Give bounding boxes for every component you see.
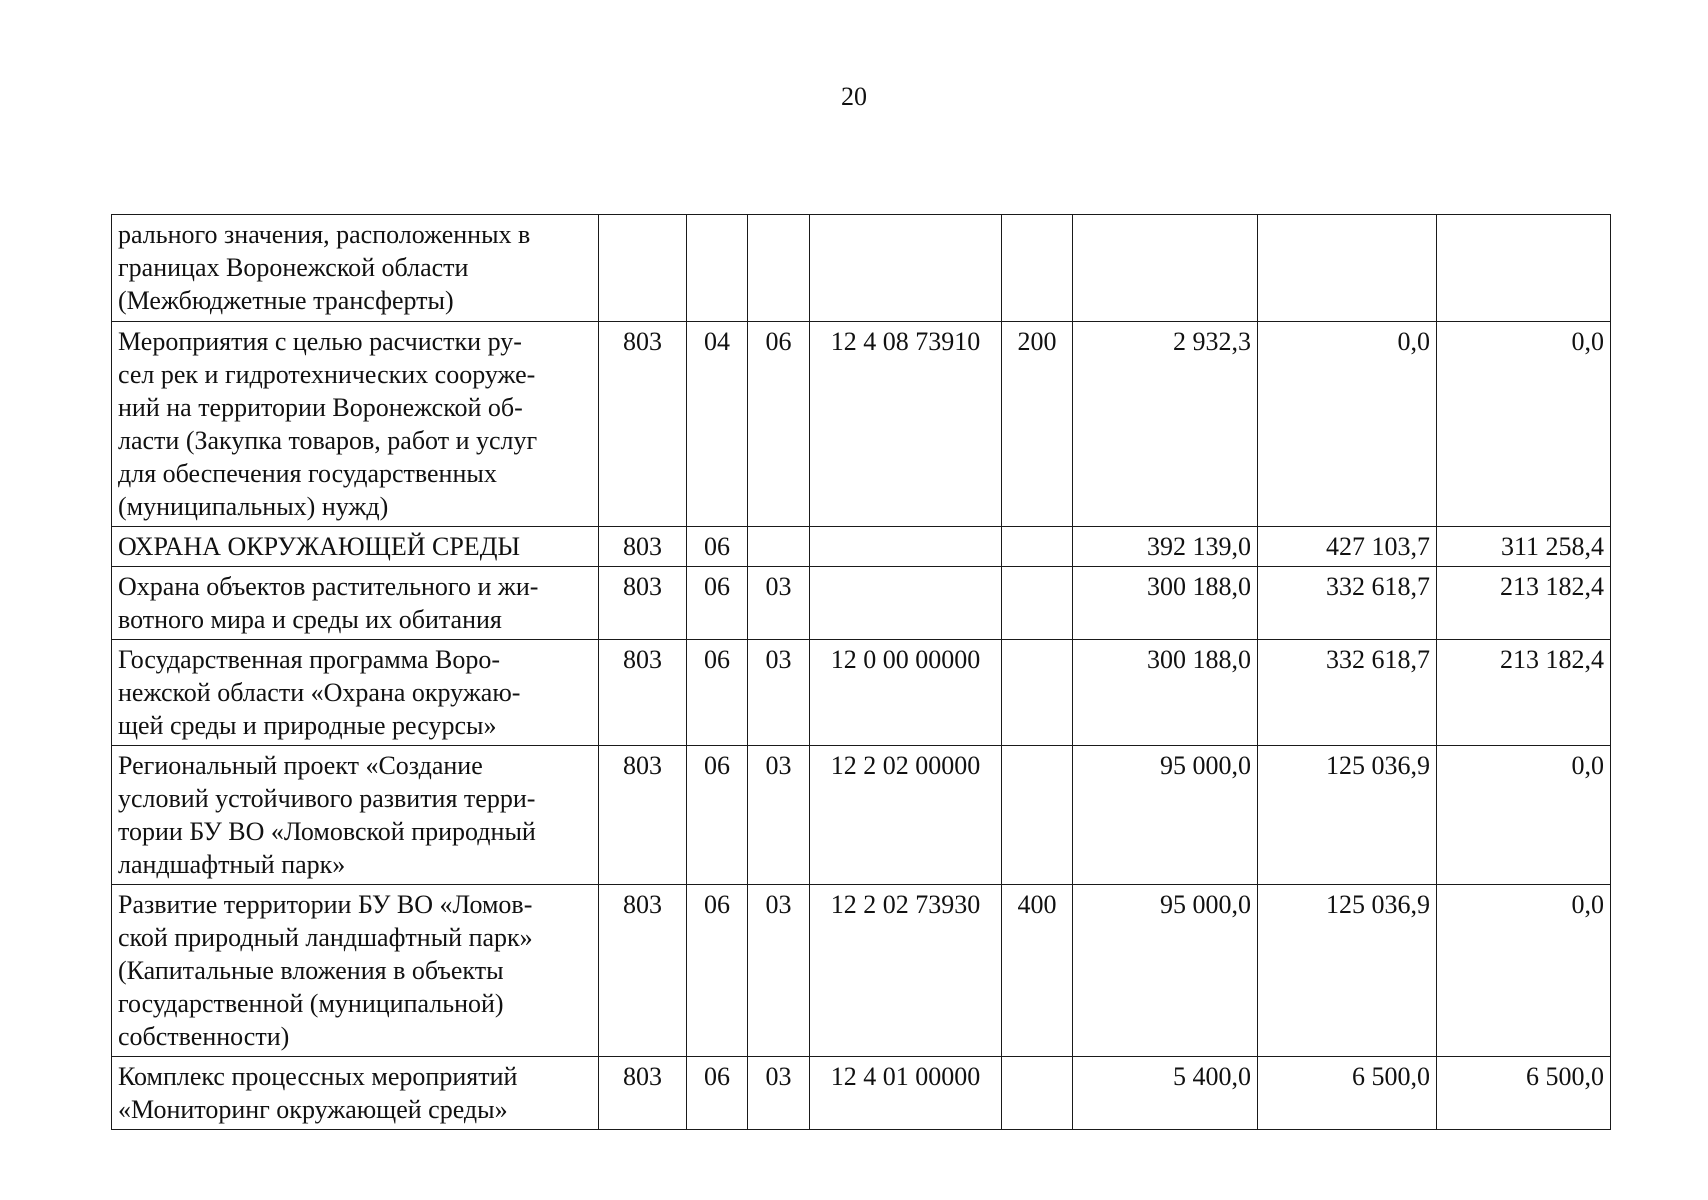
name-line: ласти (Закупка товаров, работ и услуг xyxy=(118,426,538,455)
name-line: Комплекс процессных мероприятий xyxy=(118,1062,518,1091)
cell-section: 06 xyxy=(687,567,748,640)
cell-amount-year2: 125 036,9 xyxy=(1258,885,1437,1057)
table-row xyxy=(112,640,1611,746)
cell-subsection: 03 xyxy=(748,567,810,640)
cell-expense-type xyxy=(1002,640,1073,746)
cell-target-article: 12 2 02 00000 xyxy=(810,746,1002,885)
cell-expense-type: 200 xyxy=(1002,322,1073,527)
cell-subsection: 03 xyxy=(748,1057,810,1130)
cell-grbs: 803 xyxy=(599,746,687,885)
cell-amount-year1: 300 188,0 xyxy=(1073,640,1258,746)
name-line: (муниципальных) нужд) xyxy=(118,492,389,521)
name-line: «Мониторинг окружающей среды» xyxy=(118,1095,508,1124)
cell-amount-year1 xyxy=(1073,215,1258,322)
name-line: Охрана объектов растительного и жи- xyxy=(118,572,539,601)
cell-grbs: 803 xyxy=(599,322,687,527)
cell-amount-year1: 95 000,0 xyxy=(1073,885,1258,1057)
cell-amount-year3: 311 258,4 xyxy=(1437,527,1611,567)
budget-table xyxy=(111,214,1611,1130)
cell-amount-year3: 0,0 xyxy=(1437,746,1611,885)
cell-amount-year2 xyxy=(1258,215,1437,322)
name-line: ландшафтный парк» xyxy=(118,850,346,879)
cell-section xyxy=(687,215,748,322)
cell-expense-type xyxy=(1002,215,1073,322)
cell-name xyxy=(112,746,599,885)
cell-expense-type xyxy=(1002,1057,1073,1130)
table-row xyxy=(112,215,1611,322)
name-line: Мероприятия с целью расчистки ру- xyxy=(118,327,522,356)
cell-grbs: 803 xyxy=(599,885,687,1057)
cell-amount-year2: 6 500,0 xyxy=(1258,1057,1437,1130)
name-line: рального значения, расположенных в xyxy=(118,220,531,249)
table-row xyxy=(112,1057,1611,1130)
name-line: условий устойчивого развития терри- xyxy=(118,784,536,813)
cell-grbs: 803 xyxy=(599,1057,687,1130)
name-line: (Капитальные вложения в объекты xyxy=(118,956,504,985)
cell-amount-year1: 5 400,0 xyxy=(1073,1057,1258,1130)
cell-expense-type: 400 xyxy=(1002,885,1073,1057)
name-line: государственной (муниципальной) xyxy=(118,989,504,1018)
cell-name xyxy=(112,215,599,322)
cell-amount-year2: 332 618,7 xyxy=(1258,567,1437,640)
cell-amount-year1: 2 932,3 xyxy=(1073,322,1258,527)
page-number: 20 xyxy=(841,82,867,111)
cell-name xyxy=(112,567,599,640)
cell-subsection xyxy=(748,215,810,322)
name-line: собственности) xyxy=(118,1022,290,1051)
cell-section: 06 xyxy=(687,885,748,1057)
cell-subsection: 06 xyxy=(748,322,810,527)
name-line: нежской области «Охрана окружаю- xyxy=(118,678,521,707)
cell-expense-type xyxy=(1002,746,1073,885)
cell-grbs: 803 xyxy=(599,567,687,640)
cell-section: 06 xyxy=(687,640,748,746)
cell-target-article xyxy=(810,567,1002,640)
name-line: ний на территории Воронежской об- xyxy=(118,393,523,422)
cell-grbs: 803 xyxy=(599,527,687,567)
cell-amount-year3 xyxy=(1437,215,1611,322)
name-line: тории БУ ВО «Ломовской природный xyxy=(118,817,536,846)
cell-amount-year3: 213 182,4 xyxy=(1437,640,1611,746)
cell-expense-type xyxy=(1002,527,1073,567)
cell-target-article xyxy=(810,215,1002,322)
cell-target-article: 12 2 02 73930 xyxy=(810,885,1002,1057)
cell-name xyxy=(112,1057,599,1130)
cell-subsection xyxy=(748,527,810,567)
cell-amount-year3: 213 182,4 xyxy=(1437,567,1611,640)
cell-name xyxy=(112,322,599,527)
cell-section: 06 xyxy=(687,527,748,567)
cell-name xyxy=(112,640,599,746)
cell-target-article: 12 4 01 00000 xyxy=(810,1057,1002,1130)
name-line: Развитие территории БУ ВО «Ломов- xyxy=(118,890,533,919)
cell-amount-year1: 95 000,0 xyxy=(1073,746,1258,885)
name-line: для обеспечения государственных xyxy=(118,459,497,488)
cell-amount-year3: 0,0 xyxy=(1437,322,1611,527)
cell-name xyxy=(112,527,599,567)
cell-amount-year2: 427 103,7 xyxy=(1258,527,1437,567)
cell-section: 06 xyxy=(687,746,748,885)
cell-section: 04 xyxy=(687,322,748,527)
cell-amount-year3: 6 500,0 xyxy=(1437,1057,1611,1130)
cell-section: 06 xyxy=(687,1057,748,1130)
name-line: Государственная программа Воро- xyxy=(118,645,501,674)
name-line: сел рек и гидротехнических сооруже- xyxy=(118,360,536,389)
cell-amount-year2: 332 618,7 xyxy=(1258,640,1437,746)
cell-amount-year2: 125 036,9 xyxy=(1258,746,1437,885)
cell-expense-type xyxy=(1002,567,1073,640)
table-row xyxy=(112,746,1611,885)
name-line: ской природный ландшафтный парк» xyxy=(118,923,533,952)
name-line: Региональный проект «Создание xyxy=(118,751,483,780)
cell-subsection: 03 xyxy=(748,885,810,1057)
cell-name xyxy=(112,885,599,1057)
cell-amount-year3: 0,0 xyxy=(1437,885,1611,1057)
name-line: ОХРАНА ОКРУЖАЮЩЕЙ СРЕДЫ xyxy=(118,532,521,561)
table-row xyxy=(112,567,1611,640)
name-line: (Межбюджетные трансферты) xyxy=(118,286,454,315)
cell-subsection: 03 xyxy=(748,746,810,885)
table-row xyxy=(112,885,1611,1057)
table-body xyxy=(112,215,1611,1130)
name-line: вотного мира и среды их обитания xyxy=(118,605,502,634)
cell-subsection: 03 xyxy=(748,640,810,746)
cell-grbs: 803 xyxy=(599,640,687,746)
cell-amount-year1: 300 188,0 xyxy=(1073,567,1258,640)
cell-amount-year2: 0,0 xyxy=(1258,322,1437,527)
table-row xyxy=(112,322,1611,527)
cell-target-article: 12 4 08 73910 xyxy=(810,322,1002,527)
cell-target-article xyxy=(810,527,1002,567)
name-line: щей среды и природные ресурсы» xyxy=(118,711,497,740)
name-line: границах Воронежской области xyxy=(118,253,469,282)
table-row xyxy=(112,527,1611,567)
cell-target-article: 12 0 00 00000 xyxy=(810,640,1002,746)
cell-grbs xyxy=(599,215,687,322)
cell-amount-year1: 392 139,0 xyxy=(1073,527,1258,567)
